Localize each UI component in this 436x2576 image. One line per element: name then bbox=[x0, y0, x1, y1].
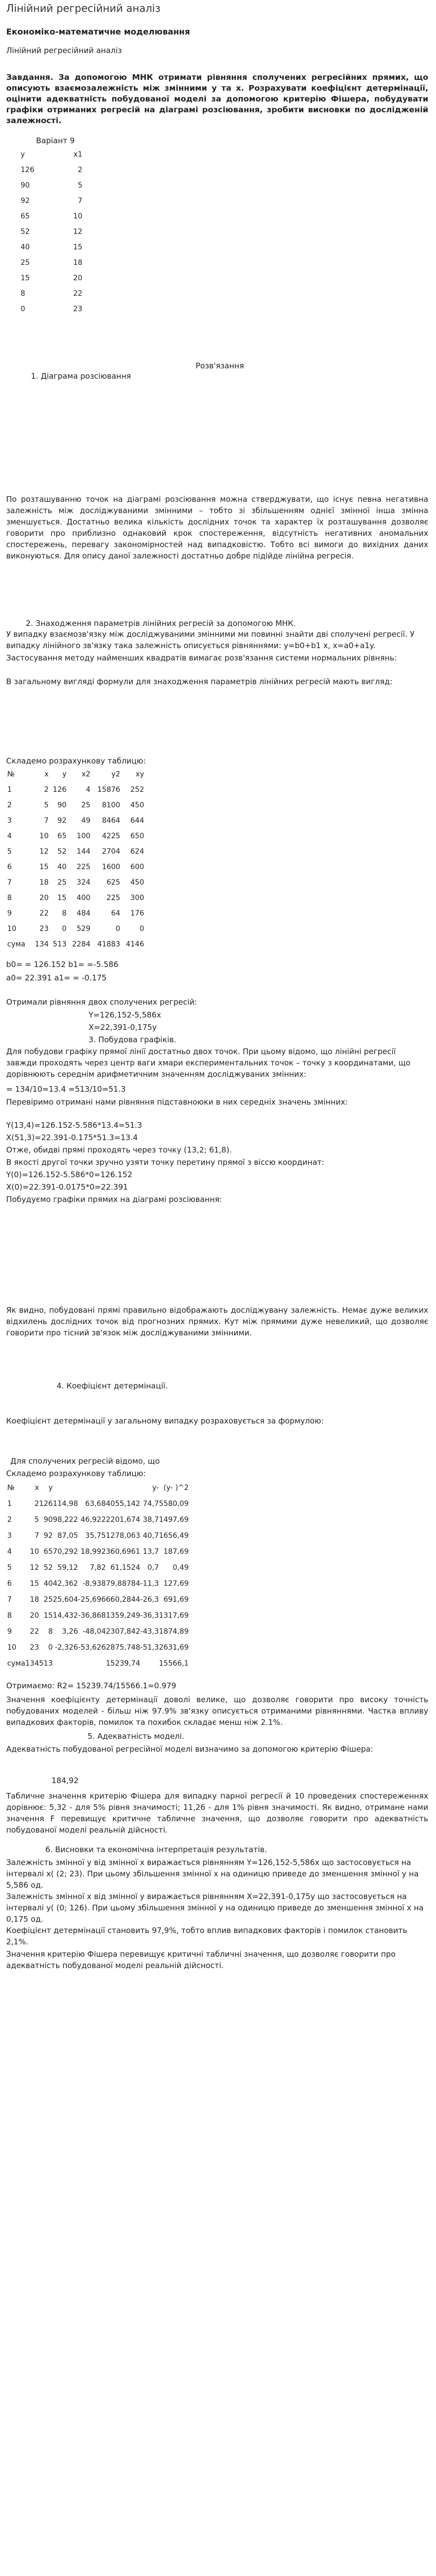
table-cell: 65 bbox=[21, 212, 30, 221]
section-2-heading: 2. Знаходження параметрів лінійних регресій за допомогою МНК. bbox=[26, 619, 296, 628]
table-cell: 691,69 bbox=[163, 1595, 189, 1604]
table-cell: 8 bbox=[48, 1627, 53, 1636]
table-cell bbox=[140, 1655, 159, 1671]
table-cell: 2 bbox=[7, 801, 12, 809]
calc-table-row bbox=[7, 813, 144, 828]
table-cell: 12 bbox=[30, 1563, 39, 1572]
table-header-cell: y bbox=[21, 150, 25, 159]
table-cell: 25 bbox=[81, 801, 91, 809]
table-cell: 15 bbox=[21, 274, 30, 282]
table-cell: 40 bbox=[43, 1579, 53, 1588]
table-cell: 0 bbox=[62, 925, 67, 933]
table-cell: -8,938 bbox=[82, 1579, 106, 1588]
data-table-row bbox=[21, 224, 82, 240]
table-cell: 3 bbox=[7, 817, 12, 825]
table-cell: -51,3 bbox=[140, 1643, 159, 1652]
table-cell: 61,1524 bbox=[110, 1563, 141, 1572]
table-cell: 2704 bbox=[101, 848, 120, 856]
conclusion-paragraph-3: Коефіцієнт детермінації становить 97,9%, тобто вплив випадкових факторів і помилок становить 2,1%. bbox=[6, 1926, 408, 1946]
calc-table-2 bbox=[7, 1480, 189, 1671]
table-header-cell: y bbox=[62, 770, 67, 778]
calc-table-2-row bbox=[7, 1512, 189, 1528]
table-cell: 15239,74 bbox=[106, 1659, 141, 1668]
table-header-row bbox=[7, 1480, 189, 1496]
table-cell: 660,2844 bbox=[106, 1595, 141, 1604]
page-title: Лінійний регресійний аналіз bbox=[6, 2, 161, 14]
calc-table-row bbox=[7, 844, 144, 859]
table-cell: -2,326 bbox=[55, 1643, 78, 1652]
table-header-row bbox=[7, 767, 144, 782]
table-cell: 18,992 bbox=[80, 1547, 106, 1556]
table-cell: 20 bbox=[30, 1611, 39, 1620]
table-cell: 0 bbox=[48, 1643, 53, 1652]
table-cell: 5 bbox=[7, 1563, 12, 1572]
table-header-cell: y2 bbox=[111, 770, 120, 778]
table-cell: 2284 bbox=[72, 940, 91, 948]
calc-table-row bbox=[7, 859, 144, 875]
table-cell: 20 bbox=[73, 274, 82, 282]
table-cell: 35,75 bbox=[85, 1531, 106, 1540]
table-header-cell: x bbox=[44, 770, 49, 778]
intercept-x: X(0)=22.391-0.0175*0=22.391 bbox=[6, 1182, 128, 1192]
table-cell: 10 bbox=[7, 1643, 16, 1652]
table-cell: 513 bbox=[53, 940, 67, 948]
table-cell: 40 bbox=[57, 863, 67, 871]
graph-conclusion-paragraph: Як видно, побудовані прямі правильно відображають досліджувану залежність. Немає дуже великих відхилень дослідних точок від прогнозних прямих. Кут між прямими дуже невеликий, що дозволяє говорити про тісний зв'язок між досліджуваними змінними. bbox=[6, 1306, 428, 1337]
table-cell: 5 bbox=[78, 181, 82, 190]
table-cell: 144 bbox=[76, 848, 91, 856]
table-cell: 450 bbox=[130, 801, 144, 809]
table-cell: 225 bbox=[76, 863, 91, 871]
topic-text: Лінійний регресійний аналіз bbox=[6, 46, 122, 55]
mnk-paragraph-1: У випадку взаємозв'язку між досліджуваними змінними ми повинні знайти дві сполучені регресії. У випадку лінійного зв'язку така залежність описується рівняннями: y=b0+b1 x, x=a0+a1y. bbox=[6, 630, 415, 650]
table-cell: -48,04 bbox=[82, 1627, 106, 1636]
calc-table-2-row bbox=[7, 1496, 189, 1512]
table-header-cell: x bbox=[34, 1483, 39, 1492]
calc-table bbox=[7, 767, 144, 952]
table-cell: 5 bbox=[44, 801, 49, 809]
variant-label: Варіант 9 bbox=[36, 136, 75, 145]
table-cell: 450 bbox=[130, 878, 144, 887]
data-table-row bbox=[21, 255, 82, 270]
calc-table-2-row bbox=[7, 1607, 189, 1623]
table-cell: 12 bbox=[73, 228, 82, 236]
table-cell: 2875,748 bbox=[106, 1643, 141, 1652]
table-cell: 7 bbox=[78, 197, 82, 205]
table-cell: 4 bbox=[7, 1547, 12, 1556]
table-cell bbox=[78, 1655, 106, 1671]
table-cell: 8 bbox=[7, 1611, 12, 1620]
table-cell: 10 bbox=[7, 925, 16, 933]
table-cell: -43,3 bbox=[140, 1627, 159, 1636]
table-cell: 126 bbox=[21, 166, 34, 174]
table-cell: 65 bbox=[43, 1547, 53, 1556]
table-cell: 1278,063 bbox=[106, 1531, 141, 1540]
graph-paragraph-1: Для побудови графіку прямої лінії достатньо двох точок. При цьому відомо, що лінійні регресії завжди проходять через центр ваги хмари експериментальних точок – точку з координатами, що дорівнюють середнім арифметичним значенням досліджуваних змінних: bbox=[6, 1047, 411, 1079]
table-cell bbox=[53, 1655, 78, 1671]
subject-heading: Економіко-математичне моделювання bbox=[6, 27, 190, 37]
calc-table-row bbox=[7, 798, 144, 813]
check-paragraph: Перевіримо отримані нами рівняння підставноюки в них середніх значень змінних: bbox=[6, 1097, 348, 1107]
table-cell: 23 bbox=[73, 305, 82, 313]
table-cell: -36,868 bbox=[78, 1611, 106, 1620]
data-table-row bbox=[21, 193, 82, 209]
data-table-row bbox=[21, 209, 82, 224]
table-cell: 6 bbox=[7, 1579, 12, 1588]
table-cell: 10 bbox=[30, 1547, 39, 1556]
r2-paragraph: Значення коефіцієнту детермінації доволі велике, що дозволяє говорити про високу точність побудованих моделей - більш ніж 97.9% зв'язку описується отриманими рівняннями. Частка впливу випадкових факторів, помилок та похибок складає менш ніж 2.1%. bbox=[6, 1695, 428, 1727]
data-table bbox=[21, 147, 82, 317]
table-cell: 6 bbox=[7, 863, 12, 871]
section-6-heading: 6. Висновки та економічна інтерпретація результатів. bbox=[45, 1845, 267, 1854]
determination-paragraph: Коефіцієнт детермінації у загальному випадку розраховується за формулою: bbox=[6, 1416, 324, 1426]
table-cell: 1 bbox=[7, 786, 12, 794]
table-cell: 7 bbox=[7, 1595, 12, 1604]
table-cell: 20 bbox=[39, 894, 49, 902]
table-cell: 300 bbox=[130, 894, 144, 902]
table-cell: 1317,69 bbox=[159, 1611, 189, 1620]
table-cell: -53,626 bbox=[78, 1643, 106, 1652]
table-cell: 1359,249 bbox=[106, 1611, 141, 1620]
calc-table-2-row bbox=[7, 1528, 189, 1544]
data-table-row bbox=[21, 240, 82, 255]
check-y: Y(13,4)=126.152-5.586*13.4=51.3 bbox=[6, 1121, 143, 1130]
table-cell: 4146 bbox=[126, 940, 144, 948]
table-cell: 114,98 bbox=[53, 1499, 78, 1508]
table-cell: 4 bbox=[85, 786, 91, 794]
table-cell: 9 bbox=[7, 909, 12, 918]
data-table-row bbox=[21, 162, 82, 178]
table-cell: 92 bbox=[43, 1531, 53, 1540]
equations-caption: Отримали рівняння двох сполучених регресій: bbox=[6, 997, 197, 1007]
data-table-row bbox=[21, 178, 82, 193]
table-cell: 225 bbox=[106, 894, 120, 902]
table-cell: 644 bbox=[130, 817, 144, 825]
table-cell: 187,69 bbox=[163, 1547, 189, 1556]
r2-line: Отримаємо: R2= 15239.74/15566.1=0.979 bbox=[6, 1681, 177, 1690]
table-cell: сума bbox=[7, 940, 26, 948]
table-cell: 7 bbox=[7, 878, 12, 887]
equation-y: Y=126,152-5,586x bbox=[89, 1010, 161, 1020]
calc-table-caption: Складемо розрахункову таблицю: bbox=[6, 756, 146, 766]
calc-table-2-row bbox=[7, 1591, 189, 1607]
table-cell: 98,222 bbox=[53, 1515, 78, 1524]
table-cell: 0 bbox=[21, 305, 25, 313]
table-cell: 14,432 bbox=[53, 1611, 78, 1620]
table-cell: 52 bbox=[43, 1563, 53, 1572]
table-cell: 2 bbox=[7, 1515, 12, 1524]
calc-table-row bbox=[7, 890, 144, 906]
table-cell: 4055,142 bbox=[106, 1499, 141, 1508]
table-cell: 15 bbox=[43, 1611, 53, 1620]
table-cell: 22 bbox=[73, 290, 82, 298]
table-cell: 8464 bbox=[101, 817, 120, 825]
table-cell: 3 bbox=[7, 1531, 12, 1540]
calc-table-2-caption: Складемо розрахункову таблицю: bbox=[6, 1469, 146, 1478]
table-cell: 2631,69 bbox=[159, 1643, 189, 1652]
second-point-paragraph: В якості другої точки зручно узяти точку перетину прямої з віссю координат: bbox=[6, 1158, 324, 1167]
section-5-heading: 5. Адекватність моделі. bbox=[88, 1732, 184, 1741]
table-cell: 252 bbox=[130, 786, 144, 794]
table-cell: 41883 bbox=[97, 940, 120, 948]
coef-line-2: a0= 22.391 a1= = -0.175 bbox=[6, 973, 107, 982]
table-cell: 90 bbox=[21, 181, 30, 190]
data-table-row bbox=[21, 270, 82, 286]
section-3-heading: 3. Побудова графіків. bbox=[89, 1035, 177, 1044]
table-cell: 0,49 bbox=[172, 1563, 189, 1572]
table-cell: 49 bbox=[81, 817, 91, 825]
calc-table-row bbox=[7, 921, 144, 937]
table-cell: 90 bbox=[43, 1515, 53, 1524]
table-cell: 15 bbox=[73, 243, 82, 251]
table-cell: 13,7 bbox=[143, 1547, 159, 1556]
table-header-cell: x1 bbox=[73, 150, 82, 159]
table-cell: 18 bbox=[30, 1595, 39, 1604]
table-cell: 4 bbox=[7, 832, 12, 840]
table-cell: 23 bbox=[30, 1643, 39, 1652]
table-header-cell: (y- )^2 bbox=[163, 1483, 189, 1492]
data-table-row bbox=[21, 286, 82, 301]
table-cell: 22 bbox=[39, 909, 49, 918]
table-cell: 79,88784 bbox=[106, 1579, 141, 1588]
calc-table-row bbox=[7, 937, 144, 952]
table-cell: 70,292 bbox=[53, 1547, 78, 1556]
calc-table-row bbox=[7, 875, 144, 890]
table-header-row bbox=[21, 147, 82, 162]
table-cell: 1656,49 bbox=[159, 1531, 189, 1540]
table-cell: 7 bbox=[44, 817, 49, 825]
table-cell: 23 bbox=[39, 925, 49, 933]
calc-table-2-row bbox=[7, 1655, 189, 1671]
table-cell: 8 bbox=[21, 290, 25, 298]
table-cell: 64 bbox=[111, 909, 120, 918]
table-cell: 63,68 bbox=[85, 1499, 106, 1508]
mean-values: = 134/10=13.4 =513/10=51.3 bbox=[6, 1084, 126, 1094]
table-cell: 360,6961 bbox=[106, 1547, 141, 1556]
calc-table-2-row bbox=[7, 1623, 189, 1639]
fisher-paragraph-2: Табличне значення критерію Фішера для випадку парної регресії й 10 проведених спостереженнях дорівнює: 5,32 - для 5% рівня значимості; 11,26 - для 1% рівня значимості. Як видно, отримане нами значення F перевищує критичне табличне значення, що дозволяє говорити про адекватність побудованої моделі реальній дійсності. bbox=[6, 1791, 428, 1835]
table-cell: 25 bbox=[21, 259, 30, 267]
calc-table-2-row bbox=[7, 1560, 189, 1575]
table-cell: 74,7 bbox=[143, 1499, 159, 1508]
table-cell: 127,69 bbox=[163, 1579, 189, 1588]
table-cell: 90 bbox=[57, 801, 67, 809]
table-header-cell: y bbox=[48, 1483, 53, 1492]
table-cell: 10 bbox=[39, 832, 49, 840]
table-header-cell: x2 bbox=[81, 770, 91, 778]
fisher-paragraph: Адекватність побудованої регресійної моделі визначимо за допомогою критерію Фішера: bbox=[6, 1744, 373, 1754]
data-table-row bbox=[21, 301, 82, 317]
table-cell: 2 bbox=[44, 786, 49, 794]
task-text: Завдання. За допомогою МНК отримати рівняння сполучених регресійних прямих, що описують взаємозалежність між змінними y та x. Розрахувати коефіцієнт детермінації, оцінити адекватність побудованої моделі за допомогою критерію Фішера, побудувати графіки отриманих регресій на діаграмі розсіювання, зробити висновки по дослідженій залежності. bbox=[6, 73, 428, 125]
table-cell: 40,7 bbox=[143, 1531, 159, 1540]
table-header-cell bbox=[106, 1480, 141, 1496]
calc-table-2-row bbox=[7, 1544, 189, 1560]
fisher-value: 184,92 bbox=[51, 1776, 79, 1785]
table-cell: -36,3 bbox=[140, 1611, 159, 1620]
conclusion-paragraph-4: Значення критерію Фішера перевищує критичні табличні значення, що дозволяє говорити про адекватність побудованої моделі реальній дійсності. bbox=[6, 1950, 396, 1970]
table-cell: 1497,69 bbox=[159, 1515, 189, 1524]
scatter-paragraph: По розташуванню точок на діаграмі розсіювання можна стверджувати, що існує певна негативна залежність між досліджуваними змінними – тобто зі збільшенням однієї змінної інша змінна зменшується. Достатньо велика кількість дослідних точок та характер їх розташування дозволяє говорити про приблизно однаковий крок спостереження, відсутність негативних аномальних спостережень, перевагу закономірностей над випадковістю. Тобто всі вимоги до вихідних даних виконуються. Для опису даної залежності достатньо добре підійде лінійна регресія. bbox=[6, 495, 428, 561]
table-cell: 15 bbox=[30, 1579, 39, 1588]
table-cell: 25,604 bbox=[53, 1595, 78, 1604]
table-cell: 22 bbox=[30, 1627, 39, 1636]
table-cell: 3,26 bbox=[62, 1627, 78, 1636]
table-cell: 650 bbox=[130, 832, 144, 840]
table-cell: 92 bbox=[57, 817, 67, 825]
table-cell: 2307,842 bbox=[106, 1627, 141, 1636]
table-cell: 324 bbox=[76, 878, 91, 887]
table-cell: 1 bbox=[7, 1499, 12, 1508]
table-cell: 7 bbox=[34, 1531, 39, 1540]
table-cell: 126 bbox=[39, 1499, 53, 1508]
table-header-cell: y- bbox=[152, 1483, 159, 1492]
mnk-paragraph-3: В загальному вигляді формули для знаходження параметрів лінійних регресій мають вигляд: bbox=[6, 677, 393, 686]
table-cell: 15566,1 bbox=[159, 1659, 189, 1668]
table-cell: 625 bbox=[106, 878, 120, 887]
table-cell: 600 bbox=[130, 863, 144, 871]
table-cell: 25 bbox=[57, 878, 67, 887]
mnk-paragraph-2: Застосування методу найменших квадратів вимагає розв'язання системи нормальних рівнянь: bbox=[6, 653, 397, 663]
table-cell: 1874,89 bbox=[159, 1627, 189, 1636]
table-cell: 87,05 bbox=[57, 1531, 78, 1540]
table-cell: 9 bbox=[7, 1627, 12, 1636]
table-cell: 2 bbox=[34, 1499, 39, 1508]
section-4-heading: 4. Коефіцієнт детермінації. bbox=[57, 1381, 168, 1391]
table-cell: 624 bbox=[130, 848, 144, 856]
table-cell: 10 bbox=[73, 212, 82, 221]
table-cell: 400 bbox=[76, 894, 91, 902]
table-cell: 52 bbox=[57, 848, 67, 856]
coef-line-1: b0= = 126.152 b1= =-5.586 bbox=[6, 960, 118, 969]
table-cell: -25,696 bbox=[78, 1595, 106, 1604]
equation-x: X=22,391-0,175y bbox=[89, 1023, 157, 1032]
calc-table-row bbox=[7, 828, 144, 844]
table-cell: 176 bbox=[130, 909, 144, 918]
table-cell: 25 bbox=[43, 1595, 53, 1604]
table-header-cell: № bbox=[7, 1483, 15, 1492]
table-cell: 2 bbox=[78, 166, 82, 174]
calc-table-2-row bbox=[7, 1575, 189, 1591]
table-cell: 126 bbox=[53, 786, 67, 794]
table-cell: 5 bbox=[34, 1515, 39, 1524]
table-cell: 2201,674 bbox=[106, 1515, 141, 1524]
table-cell: сума bbox=[7, 1659, 26, 1668]
table-cell: -26,3 bbox=[140, 1595, 159, 1604]
table-header-cell bbox=[53, 1480, 78, 1496]
check-x: X(51,3)=22.391-0.175*51.3=13.4 bbox=[6, 1133, 138, 1142]
table-cell: 0 bbox=[139, 925, 144, 933]
table-cell: 59,12 bbox=[57, 1563, 78, 1572]
table-cell: 8 bbox=[62, 909, 67, 918]
table-cell: 100 bbox=[76, 832, 91, 840]
table-cell: 0,7 bbox=[147, 1563, 159, 1572]
table-cell: 529 bbox=[76, 925, 91, 933]
table-cell: 1600 bbox=[101, 863, 120, 871]
table-cell: 52 bbox=[21, 228, 30, 236]
table-cell: 15876 bbox=[97, 786, 120, 794]
calc-table-row bbox=[7, 906, 144, 921]
solution-heading: Розв'язання bbox=[196, 361, 244, 370]
table-cell: 8100 bbox=[101, 801, 120, 809]
build-paragraph: Побудуємо графіки прямих на діаграмі розсіювання: bbox=[6, 1195, 222, 1204]
table-header-cell: № bbox=[7, 770, 15, 778]
table-cell: 18 bbox=[73, 259, 82, 267]
table-cell: 92 bbox=[21, 197, 30, 205]
table-header-cell bbox=[78, 1480, 106, 1496]
table-header-cell: xy bbox=[135, 770, 144, 778]
table-cell: -11,3 bbox=[140, 1579, 159, 1588]
table-cell: 42,362 bbox=[53, 1579, 78, 1588]
table-cell: 38,7 bbox=[143, 1515, 159, 1524]
table-cell: 4225 bbox=[101, 832, 120, 840]
conclusion-paragraph-2: Залежність змінної x від змінної y виражається рівнянням X=22,391-0,175y що застосовується на інтервалі y( (0; 126). При цьому збільшення змінної y на одиницю приведе до зменшення змінної x на 0,175 од. bbox=[6, 1892, 424, 1924]
table-cell: 0 bbox=[115, 925, 120, 933]
table-cell: 134 bbox=[34, 940, 49, 948]
table-cell: 40 bbox=[21, 243, 30, 251]
point-paragraph: Отже, обидві прямі проходять через точку (13,2; 61,8). bbox=[6, 1145, 232, 1155]
table-cell: 8 bbox=[7, 894, 12, 902]
conclusion-paragraph-1: Залежність змінної y від змінної x виражається рівнянням Y=126,152-5,586x що застосовується на інтервалі x( (2; 23). При цьому збільшення змінної x на одиницю приведе до зменшення змінної y на 5,586 од. bbox=[6, 1858, 419, 1890]
section-1-heading: 1. Діаграма розсіювання bbox=[31, 371, 131, 381]
table-cell: 5 bbox=[7, 848, 12, 856]
table-cell: 513 bbox=[39, 1659, 53, 1668]
table-cell: 18 bbox=[39, 878, 49, 887]
table-cell: 12 bbox=[39, 848, 49, 856]
table-cell: 15 bbox=[39, 863, 49, 871]
intercept-y: Y(0)=126.152-5.586*0=126.152 bbox=[6, 1170, 133, 1179]
table-cell: 65 bbox=[57, 832, 67, 840]
calc-table-2-row bbox=[7, 1639, 189, 1655]
table-cell: 15 bbox=[57, 894, 67, 902]
table-cell: 7,82 bbox=[90, 1563, 106, 1572]
calc-table-row bbox=[7, 782, 144, 798]
table-cell: 5580,09 bbox=[159, 1499, 189, 1508]
table-cell: 46,922 bbox=[80, 1515, 106, 1524]
table-cell: 134 bbox=[25, 1659, 39, 1668]
table-cell: 484 bbox=[76, 909, 91, 918]
determination-paragraph-2: Для сполучених регресій відомо, що bbox=[10, 1456, 160, 1466]
